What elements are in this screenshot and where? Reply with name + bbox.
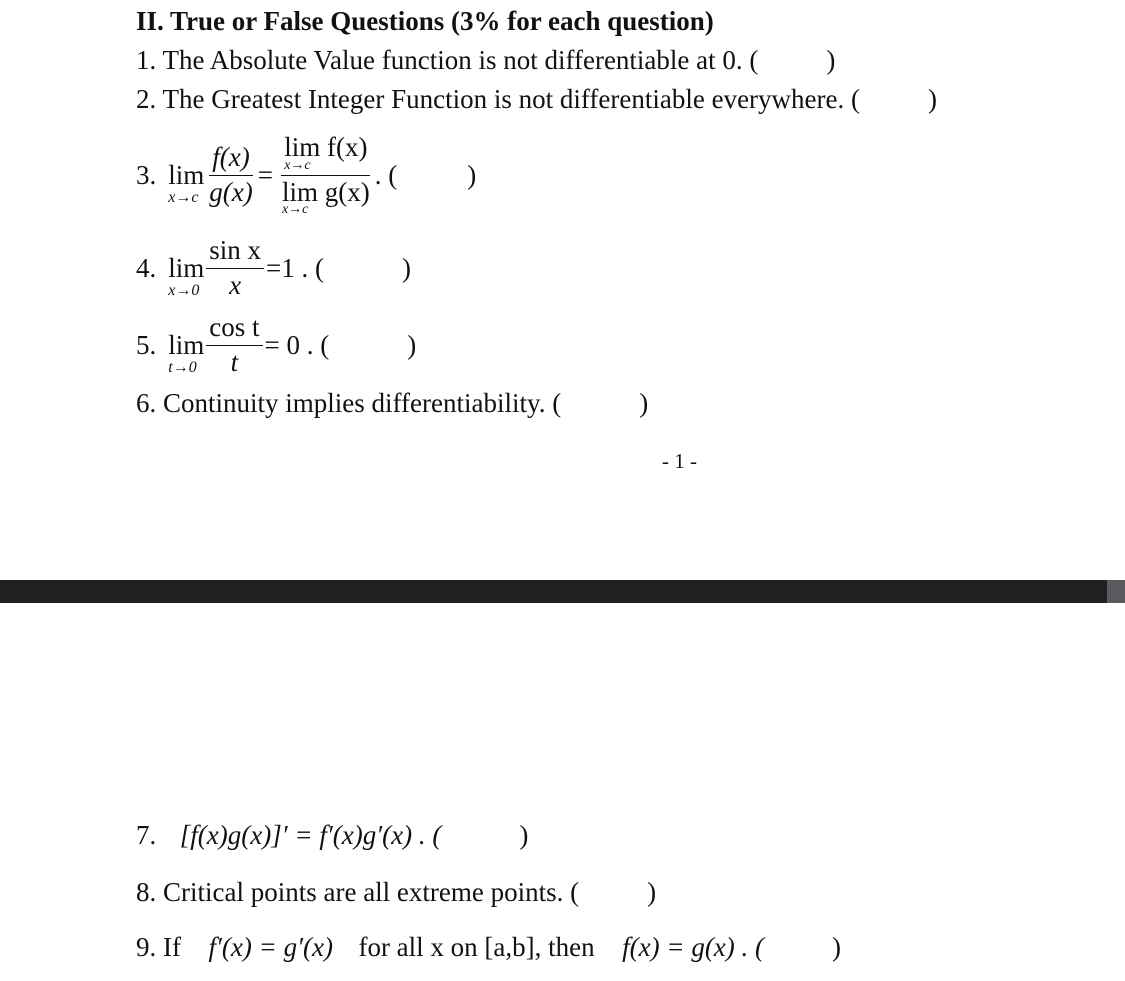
question-5 [136, 312, 416, 378]
question-4 [136, 235, 411, 301]
question-3-rhs-fraction [279, 133, 373, 217]
question-6-close: ) [639, 388, 649, 418]
scrollbar-thumb[interactable] [1107, 580, 1125, 603]
question-7-number: 7. [136, 820, 157, 850]
question-5-lim [168, 329, 205, 376]
question-4-number: 4. [136, 252, 157, 283]
fraction-denominator: t [230, 346, 239, 377]
lim-subscript: x→0 [168, 281, 200, 299]
question-7-equation: [f(x)g(x)]′ = f′(x)g′(x) . ( [179, 820, 442, 850]
question-5-rhs: = 0 . ( [264, 329, 330, 360]
rhs-denominator [279, 176, 373, 218]
lim-label: lim [168, 329, 205, 360]
lim-subscript: t→0 [168, 358, 197, 376]
section-heading: II. True or False Questions (3% for each question) [136, 6, 714, 36]
question-8-text: 8. Critical points are all extreme points. ( [136, 877, 580, 907]
fraction-denominator: x [229, 269, 242, 300]
question-8 [136, 877, 656, 908]
question-3-close: ) [467, 159, 477, 190]
question-6-text: 6. Continuity implies differentiability. ( [136, 388, 562, 418]
fraction-numerator: f(x) [209, 143, 252, 176]
question-4-lim [168, 252, 205, 299]
question-3-number: 3. [136, 159, 157, 190]
question-2-close: ) [928, 84, 937, 114]
lim-label: lim [168, 252, 205, 283]
question-5-fraction [206, 313, 262, 377]
fraction-numerator: sin x [206, 236, 264, 269]
question-3 [136, 125, 476, 225]
question-3-lim [168, 159, 205, 206]
question-9-condition: f′(x) = g′(x) [208, 932, 333, 962]
question-4-fraction [206, 236, 264, 300]
rhs-denominator-subscript: x→c [281, 202, 309, 218]
question-9 [136, 932, 841, 963]
rhs-numerator-subscript: x→c [284, 157, 311, 173]
question-6 [136, 388, 648, 419]
rhs-numerator-text: lim f(x) [284, 131, 368, 162]
rhs-numerator [281, 133, 370, 176]
question-4-close: ) [402, 252, 411, 283]
page-divider [0, 580, 1125, 603]
question-1-text: 1. The Absolute Value function is not differentiable at 0. ( [136, 45, 759, 75]
question-4-rhs: =1 . ( [266, 252, 324, 283]
question-2 [136, 84, 937, 115]
question-1-close: ) [826, 45, 836, 75]
lim-label: lim [168, 159, 205, 190]
question-9-middle: for all x on [a,b], then [358, 932, 595, 962]
lim-subscript: x→c [168, 188, 199, 206]
question-9-conclusion: f(x) = g(x) . ( [622, 932, 765, 962]
question-8-close: ) [647, 877, 657, 907]
question-9-prefix: 9. If [136, 932, 181, 962]
equals-sign: = [257, 159, 273, 190]
question-9-close: ) [832, 932, 842, 962]
question-5-number: 5. [136, 329, 157, 360]
question-1 [136, 45, 835, 76]
fraction-denominator: g(x) [209, 176, 253, 207]
question-7 [136, 820, 528, 851]
question-2-text: 2. The Greatest Integer Function is not differentiable everywhere. ( [136, 84, 860, 114]
question-5-close: ) [407, 329, 417, 360]
question-7-close: ) [519, 820, 529, 850]
rhs-denominator-text: lim g(x) [281, 176, 370, 207]
question-3-tail: . ( [374, 159, 398, 190]
fraction-numerator: cos t [206, 313, 262, 346]
page-number: - 1 - [662, 449, 697, 473]
question-3-fraction [206, 143, 255, 207]
